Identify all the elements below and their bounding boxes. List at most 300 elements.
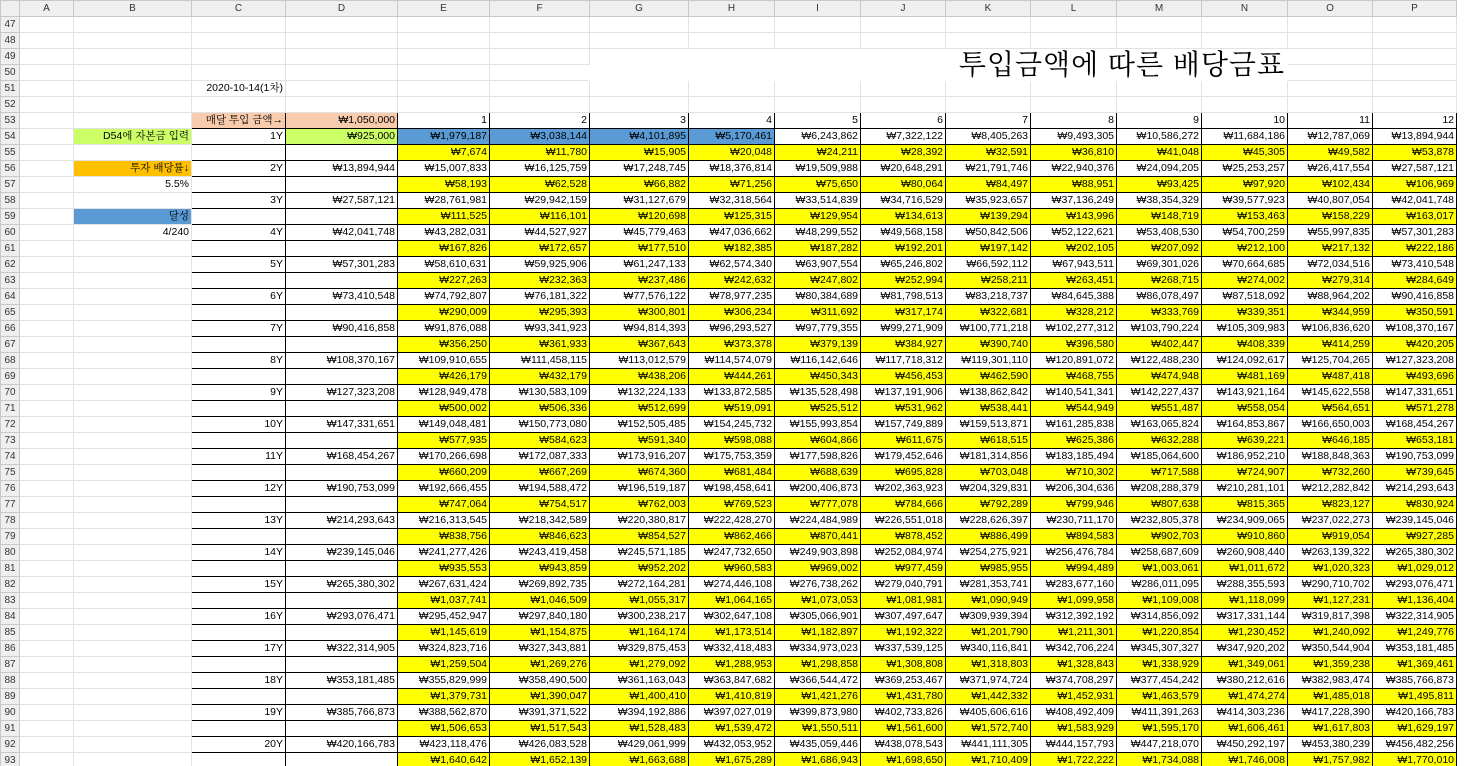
balance-cell[interactable]: ₩173,916,207 <box>590 449 689 465</box>
dividend-cell[interactable]: ₩1,539,472 <box>689 721 775 737</box>
balance-cell[interactable]: ₩385,766,873 <box>1373 673 1457 689</box>
month-number-7[interactable]: 7 <box>946 113 1031 129</box>
dividend-cell[interactable]: ₩571,278 <box>1373 401 1457 417</box>
cell-A78[interactable] <box>20 513 74 529</box>
cell-B75[interactable] <box>74 465 192 481</box>
cell-A47[interactable] <box>20 17 74 33</box>
cell-F47[interactable] <box>490 17 590 33</box>
cell-B86[interactable] <box>74 641 192 657</box>
cell-B88[interactable] <box>74 673 192 689</box>
cell-B85[interactable] <box>74 625 192 641</box>
balance-cell[interactable]: ₩224,484,989 <box>775 513 861 529</box>
dividend-cell[interactable]: ₩426,179 <box>398 369 490 385</box>
dividend-cell[interactable]: ₩952,202 <box>590 561 689 577</box>
dividend-cell[interactable]: ₩93,425 <box>1117 177 1202 193</box>
dividend-cell[interactable]: ₩263,451 <box>1031 273 1117 289</box>
balance-cell[interactable]: ₩43,282,031 <box>398 225 490 241</box>
balance-cell[interactable]: ₩70,664,685 <box>1202 257 1288 273</box>
balance-cell[interactable]: ₩26,417,554 <box>1288 161 1373 177</box>
dividend-cell[interactable]: ₩667,269 <box>490 465 590 481</box>
balance-cell[interactable]: ₩111,458,115 <box>490 353 590 369</box>
balance-cell[interactable]: ₩402,733,826 <box>861 705 946 721</box>
dividend-cell[interactable]: ₩396,580 <box>1031 337 1117 353</box>
year-label[interactable]: 13Y <box>192 513 286 529</box>
cell-A49[interactable] <box>20 49 74 65</box>
cell-C49[interactable] <box>192 49 286 65</box>
year-label[interactable]: 5Y <box>192 257 286 273</box>
dividend-cell[interactable]: ₩1,220,854 <box>1117 625 1202 641</box>
year-spacer[interactable] <box>192 497 286 513</box>
row-header-89[interactable]: 89 <box>1 689 20 705</box>
dividend-cell[interactable]: ₩1,055,317 <box>590 593 689 609</box>
year-start-capital[interactable]: ₩239,145,046 <box>286 545 398 561</box>
cell-O52[interactable] <box>1288 97 1373 113</box>
dividend-cell[interactable]: ₩1,192,322 <box>861 625 946 641</box>
column-header-L[interactable]: L <box>1031 1 1117 17</box>
balance-cell[interactable]: ₩164,853,867 <box>1202 417 1288 433</box>
dividend-cell[interactable]: ₩102,434 <box>1288 177 1373 193</box>
dividend-cell[interactable]: ₩15,905 <box>590 145 689 161</box>
balance-cell[interactable]: ₩438,078,543 <box>861 737 946 753</box>
balance-cell[interactable]: ₩38,354,329 <box>1117 193 1202 209</box>
balance-cell[interactable]: ₩405,606,616 <box>946 705 1031 721</box>
cell-A87[interactable] <box>20 657 74 673</box>
dividend-cell[interactable]: ₩695,828 <box>861 465 946 481</box>
cell-I51[interactable] <box>775 81 861 97</box>
balance-cell[interactable]: ₩74,792,807 <box>398 289 490 305</box>
dividend-cell[interactable]: ₩754,517 <box>490 497 590 513</box>
cell-B53[interactable] <box>74 113 192 129</box>
balance-cell[interactable]: ₩369,253,467 <box>861 673 946 689</box>
cell-B66[interactable] <box>74 321 192 337</box>
dividend-cell[interactable]: ₩1,328,843 <box>1031 657 1117 673</box>
row-header-65[interactable]: 65 <box>1 305 20 321</box>
dividend-cell[interactable]: ₩506,336 <box>490 401 590 417</box>
cell-P49[interactable] <box>1373 49 1457 65</box>
cell-E51[interactable] <box>398 81 490 97</box>
dividend-cell[interactable]: ₩148,719 <box>1117 209 1202 225</box>
year-spacer[interactable] <box>192 593 286 609</box>
balance-cell[interactable]: ₩25,253,257 <box>1202 161 1288 177</box>
balance-cell[interactable]: ₩138,862,842 <box>946 385 1031 401</box>
cell-B61[interactable] <box>74 241 192 257</box>
dividend-cell[interactable]: ₩32,591 <box>946 145 1031 161</box>
row-header-55[interactable]: 55 <box>1 145 20 161</box>
balance-cell[interactable]: ₩186,952,210 <box>1202 449 1288 465</box>
dividend-cell[interactable]: ₩408,339 <box>1202 337 1288 353</box>
balance-cell[interactable]: ₩226,551,018 <box>861 513 946 529</box>
balance-cell[interactable]: ₩142,227,437 <box>1117 385 1202 401</box>
cell-B83[interactable] <box>74 593 192 609</box>
dividend-cell[interactable]: ₩328,212 <box>1031 305 1117 321</box>
dividend-cell[interactable]: ₩584,623 <box>490 433 590 449</box>
balance-cell[interactable]: ₩230,711,170 <box>1031 513 1117 529</box>
dividend-cell[interactable]: ₩1,173,514 <box>689 625 775 641</box>
cell-B50[interactable] <box>74 65 192 81</box>
dividend-cell[interactable]: ₩80,064 <box>861 177 946 193</box>
row-header-79[interactable]: 79 <box>1 529 20 545</box>
balance-cell[interactable]: ₩67,943,511 <box>1031 257 1117 273</box>
dividend-cell[interactable]: ₩153,463 <box>1202 209 1288 225</box>
balance-cell[interactable]: ₩399,873,980 <box>775 705 861 721</box>
balance-cell[interactable]: ₩54,700,259 <box>1202 225 1288 241</box>
balance-cell[interactable]: ₩122,488,230 <box>1117 353 1202 369</box>
balance-cell[interactable]: ₩147,331,651 <box>1373 385 1457 401</box>
cell-A53[interactable] <box>20 113 74 129</box>
dividend-cell[interactable]: ₩1,211,301 <box>1031 625 1117 641</box>
balance-cell[interactable]: ₩371,974,724 <box>946 673 1031 689</box>
balance-cell[interactable]: ₩106,836,620 <box>1288 321 1373 337</box>
balance-cell[interactable]: ₩350,544,904 <box>1288 641 1373 657</box>
cell-H52[interactable] <box>689 97 775 113</box>
dividend-cell[interactable]: ₩512,699 <box>590 401 689 417</box>
cell-A73[interactable] <box>20 433 74 449</box>
balance-cell[interactable]: ₩83,218,737 <box>946 289 1031 305</box>
balance-cell[interactable]: ₩429,061,999 <box>590 737 689 753</box>
balance-cell[interactable]: ₩377,454,242 <box>1117 673 1202 689</box>
balance-cell[interactable]: ₩15,007,833 <box>398 161 490 177</box>
balance-cell[interactable]: ₩140,541,341 <box>1031 385 1117 401</box>
cell-A70[interactable] <box>20 385 74 401</box>
balance-cell[interactable]: ₩163,065,824 <box>1117 417 1202 433</box>
balance-cell[interactable]: ₩117,718,312 <box>861 353 946 369</box>
dividend-cell[interactable]: ₩1,109,008 <box>1117 593 1202 609</box>
balance-cell[interactable]: ₩327,343,881 <box>490 641 590 657</box>
dividend-cell[interactable]: ₩886,499 <box>946 529 1031 545</box>
row-header-61[interactable]: 61 <box>1 241 20 257</box>
balance-cell[interactable]: ₩286,011,095 <box>1117 577 1202 593</box>
year-start-capital[interactable]: ₩385,766,873 <box>286 705 398 721</box>
dividend-cell[interactable]: ₩838,756 <box>398 529 490 545</box>
capital-spacer[interactable] <box>286 241 398 257</box>
capital-spacer[interactable] <box>286 273 398 289</box>
cell-A55[interactable] <box>20 145 74 161</box>
dividend-cell[interactable]: ₩1,182,897 <box>775 625 861 641</box>
balance-cell[interactable]: ₩59,925,906 <box>490 257 590 273</box>
balance-cell[interactable]: ₩414,303,236 <box>1202 705 1288 721</box>
dividend-cell[interactable]: ₩927,285 <box>1373 529 1457 545</box>
dividend-cell[interactable]: ₩544,949 <box>1031 401 1117 417</box>
dividend-cell[interactable]: ₩1,073,053 <box>775 593 861 609</box>
balance-cell[interactable]: ₩166,650,003 <box>1288 417 1373 433</box>
cell-F51[interactable] <box>490 81 590 97</box>
balance-cell[interactable]: ₩1,979,187 <box>398 129 490 145</box>
dividend-cell[interactable]: ₩674,360 <box>590 465 689 481</box>
dividend-cell[interactable]: ₩1,442,332 <box>946 689 1031 705</box>
dividend-cell[interactable]: ₩1,118,099 <box>1202 593 1288 609</box>
cell-B47[interactable] <box>74 17 192 33</box>
dividend-cell[interactable]: ₩777,078 <box>775 497 861 513</box>
column-header-H[interactable]: H <box>689 1 775 17</box>
balance-cell[interactable]: ₩183,185,494 <box>1031 449 1117 465</box>
row-header-82[interactable]: 82 <box>1 577 20 593</box>
row-header-91[interactable]: 91 <box>1 721 20 737</box>
cell-P48[interactable] <box>1373 33 1457 49</box>
dividend-cell[interactable]: ₩618,515 <box>946 433 1031 449</box>
balance-cell[interactable]: ₩10,586,272 <box>1117 129 1202 145</box>
row-header-93[interactable]: 93 <box>1 753 20 766</box>
balance-cell[interactable]: ₩100,771,218 <box>946 321 1031 337</box>
dividend-cell[interactable]: ₩284,649 <box>1373 273 1457 289</box>
balance-cell[interactable]: ₩435,059,446 <box>775 737 861 753</box>
cell-A56[interactable] <box>20 161 74 177</box>
balance-cell[interactable]: ₩47,036,662 <box>689 225 775 241</box>
dividend-cell[interactable]: ₩710,302 <box>1031 465 1117 481</box>
month-number-11[interactable]: 11 <box>1288 113 1373 129</box>
balance-cell[interactable]: ₩93,341,923 <box>490 321 590 337</box>
dividend-cell[interactable]: ₩111,525 <box>398 209 490 225</box>
year-label[interactable]: 6Y <box>192 289 286 305</box>
dividend-cell[interactable]: ₩747,064 <box>398 497 490 513</box>
dividend-cell[interactable]: ₩1,308,808 <box>861 657 946 673</box>
cell-A88[interactable] <box>20 673 74 689</box>
dividend-cell[interactable]: ₩919,054 <box>1288 529 1373 545</box>
year-label[interactable]: 16Y <box>192 609 286 625</box>
cell-A81[interactable] <box>20 561 74 577</box>
dividend-cell[interactable]: ₩1,410,819 <box>689 689 775 705</box>
balance-cell[interactable]: ₩86,078,497 <box>1117 289 1202 305</box>
balance-cell[interactable]: ₩150,773,080 <box>490 417 590 433</box>
balance-cell[interactable]: ₩58,610,631 <box>398 257 490 273</box>
balance-cell[interactable]: ₩382,983,474 <box>1288 673 1373 689</box>
dividend-cell[interactable]: ₩481,169 <box>1202 369 1288 385</box>
row-header-90[interactable]: 90 <box>1 705 20 721</box>
balance-cell[interactable]: ₩108,370,167 <box>1373 321 1457 337</box>
row-header-60[interactable]: 60 <box>1 225 20 241</box>
capital-input-label[interactable]: D54에 자본금 입력 <box>74 129 192 145</box>
cell-E49[interactable] <box>398 49 490 65</box>
balance-cell[interactable]: ₩33,514,839 <box>775 193 861 209</box>
balance-cell[interactable]: ₩88,964,202 <box>1288 289 1373 305</box>
balance-cell[interactable]: ₩49,568,158 <box>861 225 946 241</box>
dividend-cell[interactable]: ₩24,211 <box>775 145 861 161</box>
balance-cell[interactable]: ₩8,405,263 <box>946 129 1031 145</box>
dividend-cell[interactable]: ₩493,696 <box>1373 369 1457 385</box>
balance-cell[interactable]: ₩177,598,826 <box>775 449 861 465</box>
dividend-cell[interactable]: ₩799,946 <box>1031 497 1117 513</box>
year-label[interactable]: 18Y <box>192 673 286 689</box>
year-label[interactable]: 9Y <box>192 385 286 401</box>
dividend-cell[interactable]: ₩279,314 <box>1288 273 1373 289</box>
column-header-O[interactable]: O <box>1288 1 1373 17</box>
dividend-cell[interactable]: ₩1,390,047 <box>490 689 590 705</box>
year-start-capital[interactable]: ₩322,314,905 <box>286 641 398 657</box>
sheet-title[interactable]: 투입금액에 따른 배당금표 <box>590 49 1288 81</box>
balance-cell[interactable]: ₩288,355,593 <box>1202 577 1288 593</box>
dividend-cell[interactable]: ₩792,289 <box>946 497 1031 513</box>
balance-cell[interactable]: ₩314,856,092 <box>1117 609 1202 625</box>
balance-cell[interactable]: ₩72,034,516 <box>1288 257 1373 273</box>
month-number-8[interactable]: 8 <box>1031 113 1117 129</box>
cell-B76[interactable] <box>74 481 192 497</box>
dividend-cell[interactable]: ₩49,582 <box>1288 145 1373 161</box>
dividend-cell[interactable]: ₩1,629,197 <box>1373 721 1457 737</box>
cell-A51[interactable] <box>20 81 74 97</box>
cell-L52[interactable] <box>1031 97 1117 113</box>
dividend-cell[interactable]: ₩681,484 <box>689 465 775 481</box>
balance-cell[interactable]: ₩55,997,835 <box>1288 225 1373 241</box>
balance-cell[interactable]: ₩76,181,322 <box>490 289 590 305</box>
balance-cell[interactable]: ₩243,419,458 <box>490 545 590 561</box>
dividend-cell[interactable]: ₩202,105 <box>1031 241 1117 257</box>
dividend-cell[interactable]: ₩444,261 <box>689 369 775 385</box>
balance-cell[interactable]: ₩125,704,265 <box>1288 353 1373 369</box>
dividend-cell[interactable]: ₩242,632 <box>689 273 775 289</box>
balance-cell[interactable]: ₩342,706,224 <box>1031 641 1117 657</box>
dividend-cell[interactable]: ₩317,174 <box>861 305 946 321</box>
dividend-cell[interactable]: ₩344,959 <box>1288 305 1373 321</box>
dividend-cell[interactable]: ₩830,924 <box>1373 497 1457 513</box>
balance-cell[interactable]: ₩42,041,748 <box>1373 193 1457 209</box>
cell-B62[interactable] <box>74 257 192 273</box>
dividend-cell[interactable]: ₩1,400,410 <box>590 689 689 705</box>
dividend-cell[interactable]: ₩7,674 <box>398 145 490 161</box>
dividend-cell[interactable]: ₩222,186 <box>1373 241 1457 257</box>
capital-spacer[interactable] <box>286 337 398 353</box>
year-label[interactable]: 8Y <box>192 353 286 369</box>
balance-cell[interactable]: ₩269,892,735 <box>490 577 590 593</box>
balance-cell[interactable]: ₩66,592,112 <box>946 257 1031 273</box>
balance-cell[interactable]: ₩102,277,312 <box>1031 321 1117 337</box>
dividend-cell[interactable]: ₩815,365 <box>1202 497 1288 513</box>
balance-cell[interactable]: ₩232,805,378 <box>1117 513 1202 529</box>
cell-B80[interactable] <box>74 545 192 561</box>
dividend-cell[interactable]: ₩1,298,858 <box>775 657 861 673</box>
capital-spacer[interactable] <box>286 305 398 321</box>
dividend-cell[interactable]: ₩1,020,323 <box>1288 561 1373 577</box>
dividend-cell[interactable]: ₩1,606,461 <box>1202 721 1288 737</box>
dividend-cell[interactable]: ₩1,379,731 <box>398 689 490 705</box>
cell-A60[interactable] <box>20 225 74 241</box>
dividend-cell[interactable]: ₩227,263 <box>398 273 490 289</box>
year-start-capital[interactable]: ₩147,331,651 <box>286 417 398 433</box>
cell-B77[interactable] <box>74 497 192 513</box>
cell-G51[interactable] <box>590 81 689 97</box>
dividend-cell[interactable]: ₩688,639 <box>775 465 861 481</box>
balance-cell[interactable]: ₩69,301,026 <box>1117 257 1202 273</box>
dividend-cell[interactable]: ₩1,136,404 <box>1373 593 1457 609</box>
balance-cell[interactable]: ₩185,064,600 <box>1117 449 1202 465</box>
dividend-cell[interactable]: ₩197,142 <box>946 241 1031 257</box>
balance-cell[interactable]: ₩9,493,305 <box>1031 129 1117 145</box>
year-start-capital[interactable]: ₩214,293,643 <box>286 513 398 529</box>
balance-cell[interactable]: ₩453,380,239 <box>1288 737 1373 753</box>
dividend-cell[interactable]: ₩177,510 <box>590 241 689 257</box>
balance-cell[interactable]: ₩13,894,944 <box>1373 129 1457 145</box>
balance-cell[interactable]: ₩52,122,621 <box>1031 225 1117 241</box>
cell-A84[interactable] <box>20 609 74 625</box>
select-all-corner[interactable] <box>1 1 20 17</box>
cell-A66[interactable] <box>20 321 74 337</box>
balance-cell[interactable]: ₩53,408,530 <box>1117 225 1202 241</box>
row-header-87[interactable]: 87 <box>1 657 20 673</box>
year-label[interactable]: 17Y <box>192 641 286 657</box>
cell-A52[interactable] <box>20 97 74 113</box>
balance-cell[interactable]: ₩274,446,108 <box>689 577 775 593</box>
balance-cell[interactable]: ₩81,798,513 <box>861 289 946 305</box>
capital-spacer[interactable] <box>286 177 398 193</box>
dividend-cell[interactable]: ₩438,206 <box>590 369 689 385</box>
balance-cell[interactable]: ₩143,921,164 <box>1202 385 1288 401</box>
dividend-cell[interactable]: ₩1,201,790 <box>946 625 1031 641</box>
dividend-cell[interactable]: ₩1,081,981 <box>861 593 946 609</box>
row-header-81[interactable]: 81 <box>1 561 20 577</box>
cell-B72[interactable] <box>74 417 192 433</box>
achieve-value[interactable]: 4/240 <box>74 225 192 241</box>
dividend-cell[interactable]: ₩1,249,776 <box>1373 625 1457 641</box>
dividend-cell[interactable]: ₩88,951 <box>1031 177 1117 193</box>
row-header-54[interactable]: 54 <box>1 129 20 145</box>
balance-cell[interactable]: ₩198,458,641 <box>689 481 775 497</box>
row-header-77[interactable]: 77 <box>1 497 20 513</box>
dividend-cell[interactable]: ₩1,421,276 <box>775 689 861 705</box>
dividend-cell[interactable]: ₩994,489 <box>1031 561 1117 577</box>
year-spacer[interactable] <box>192 209 286 225</box>
balance-cell[interactable]: ₩319,817,398 <box>1288 609 1373 625</box>
capital-input-cell[interactable]: ₩925,000 <box>286 129 398 145</box>
balance-cell[interactable]: ₩63,907,554 <box>775 257 861 273</box>
year-spacer[interactable] <box>192 369 286 385</box>
dividend-cell[interactable]: ₩977,459 <box>861 561 946 577</box>
cell-O50[interactable] <box>1288 65 1373 81</box>
cell-B91[interactable] <box>74 721 192 737</box>
dividend-cell[interactable]: ₩1,675,289 <box>689 753 775 766</box>
dividend-cell[interactable]: ₩163,017 <box>1373 209 1457 225</box>
cell-P47[interactable] <box>1373 17 1457 33</box>
dividend-cell[interactable]: ₩11,780 <box>490 145 590 161</box>
dividend-cell[interactable]: ₩1,550,511 <box>775 721 861 737</box>
balance-cell[interactable]: ₩281,353,741 <box>946 577 1031 593</box>
dividend-cell[interactable]: ₩66,882 <box>590 177 689 193</box>
cell-E50[interactable] <box>398 65 490 81</box>
row-header-80[interactable]: 80 <box>1 545 20 561</box>
row-header-67[interactable]: 67 <box>1 337 20 353</box>
year-label[interactable]: 12Y <box>192 481 286 497</box>
row-header-66[interactable]: 66 <box>1 321 20 337</box>
cell-A93[interactable] <box>20 753 74 766</box>
cell-A74[interactable] <box>20 449 74 465</box>
year-label[interactable]: 7Y <box>192 321 286 337</box>
year-label[interactable]: 4Y <box>192 225 286 241</box>
capital-spacer[interactable] <box>286 209 398 225</box>
cell-F49[interactable] <box>490 49 590 65</box>
balance-cell[interactable]: ₩159,513,871 <box>946 417 1031 433</box>
column-header-E[interactable]: E <box>398 1 490 17</box>
dividend-cell[interactable]: ₩134,613 <box>861 209 946 225</box>
dividend-cell[interactable]: ₩870,441 <box>775 529 861 545</box>
year-spacer[interactable] <box>192 689 286 705</box>
balance-cell[interactable]: ₩300,238,217 <box>590 609 689 625</box>
cell-A68[interactable] <box>20 353 74 369</box>
balance-cell[interactable]: ₩135,528,498 <box>775 385 861 401</box>
balance-cell[interactable]: ₩256,476,784 <box>1031 545 1117 561</box>
dividend-cell[interactable]: ₩20,048 <box>689 145 775 161</box>
row-header-74[interactable]: 74 <box>1 449 20 465</box>
row-header-47[interactable]: 47 <box>1 17 20 33</box>
month-number-3[interactable]: 3 <box>590 113 689 129</box>
balance-cell[interactable]: ₩137,191,906 <box>861 385 946 401</box>
column-header-I[interactable]: I <box>775 1 861 17</box>
balance-cell[interactable]: ₩423,118,476 <box>398 737 490 753</box>
dividend-cell[interactable]: ₩604,866 <box>775 433 861 449</box>
dividend-cell[interactable]: ₩739,645 <box>1373 465 1457 481</box>
cell-B71[interactable] <box>74 401 192 417</box>
balance-cell[interactable]: ₩190,753,099 <box>1373 449 1457 465</box>
balance-cell[interactable]: ₩124,092,617 <box>1202 353 1288 369</box>
dividend-cell[interactable]: ₩97,920 <box>1202 177 1288 193</box>
balance-cell[interactable]: ₩24,094,205 <box>1117 161 1202 177</box>
balance-cell[interactable]: ₩290,710,702 <box>1288 577 1373 593</box>
